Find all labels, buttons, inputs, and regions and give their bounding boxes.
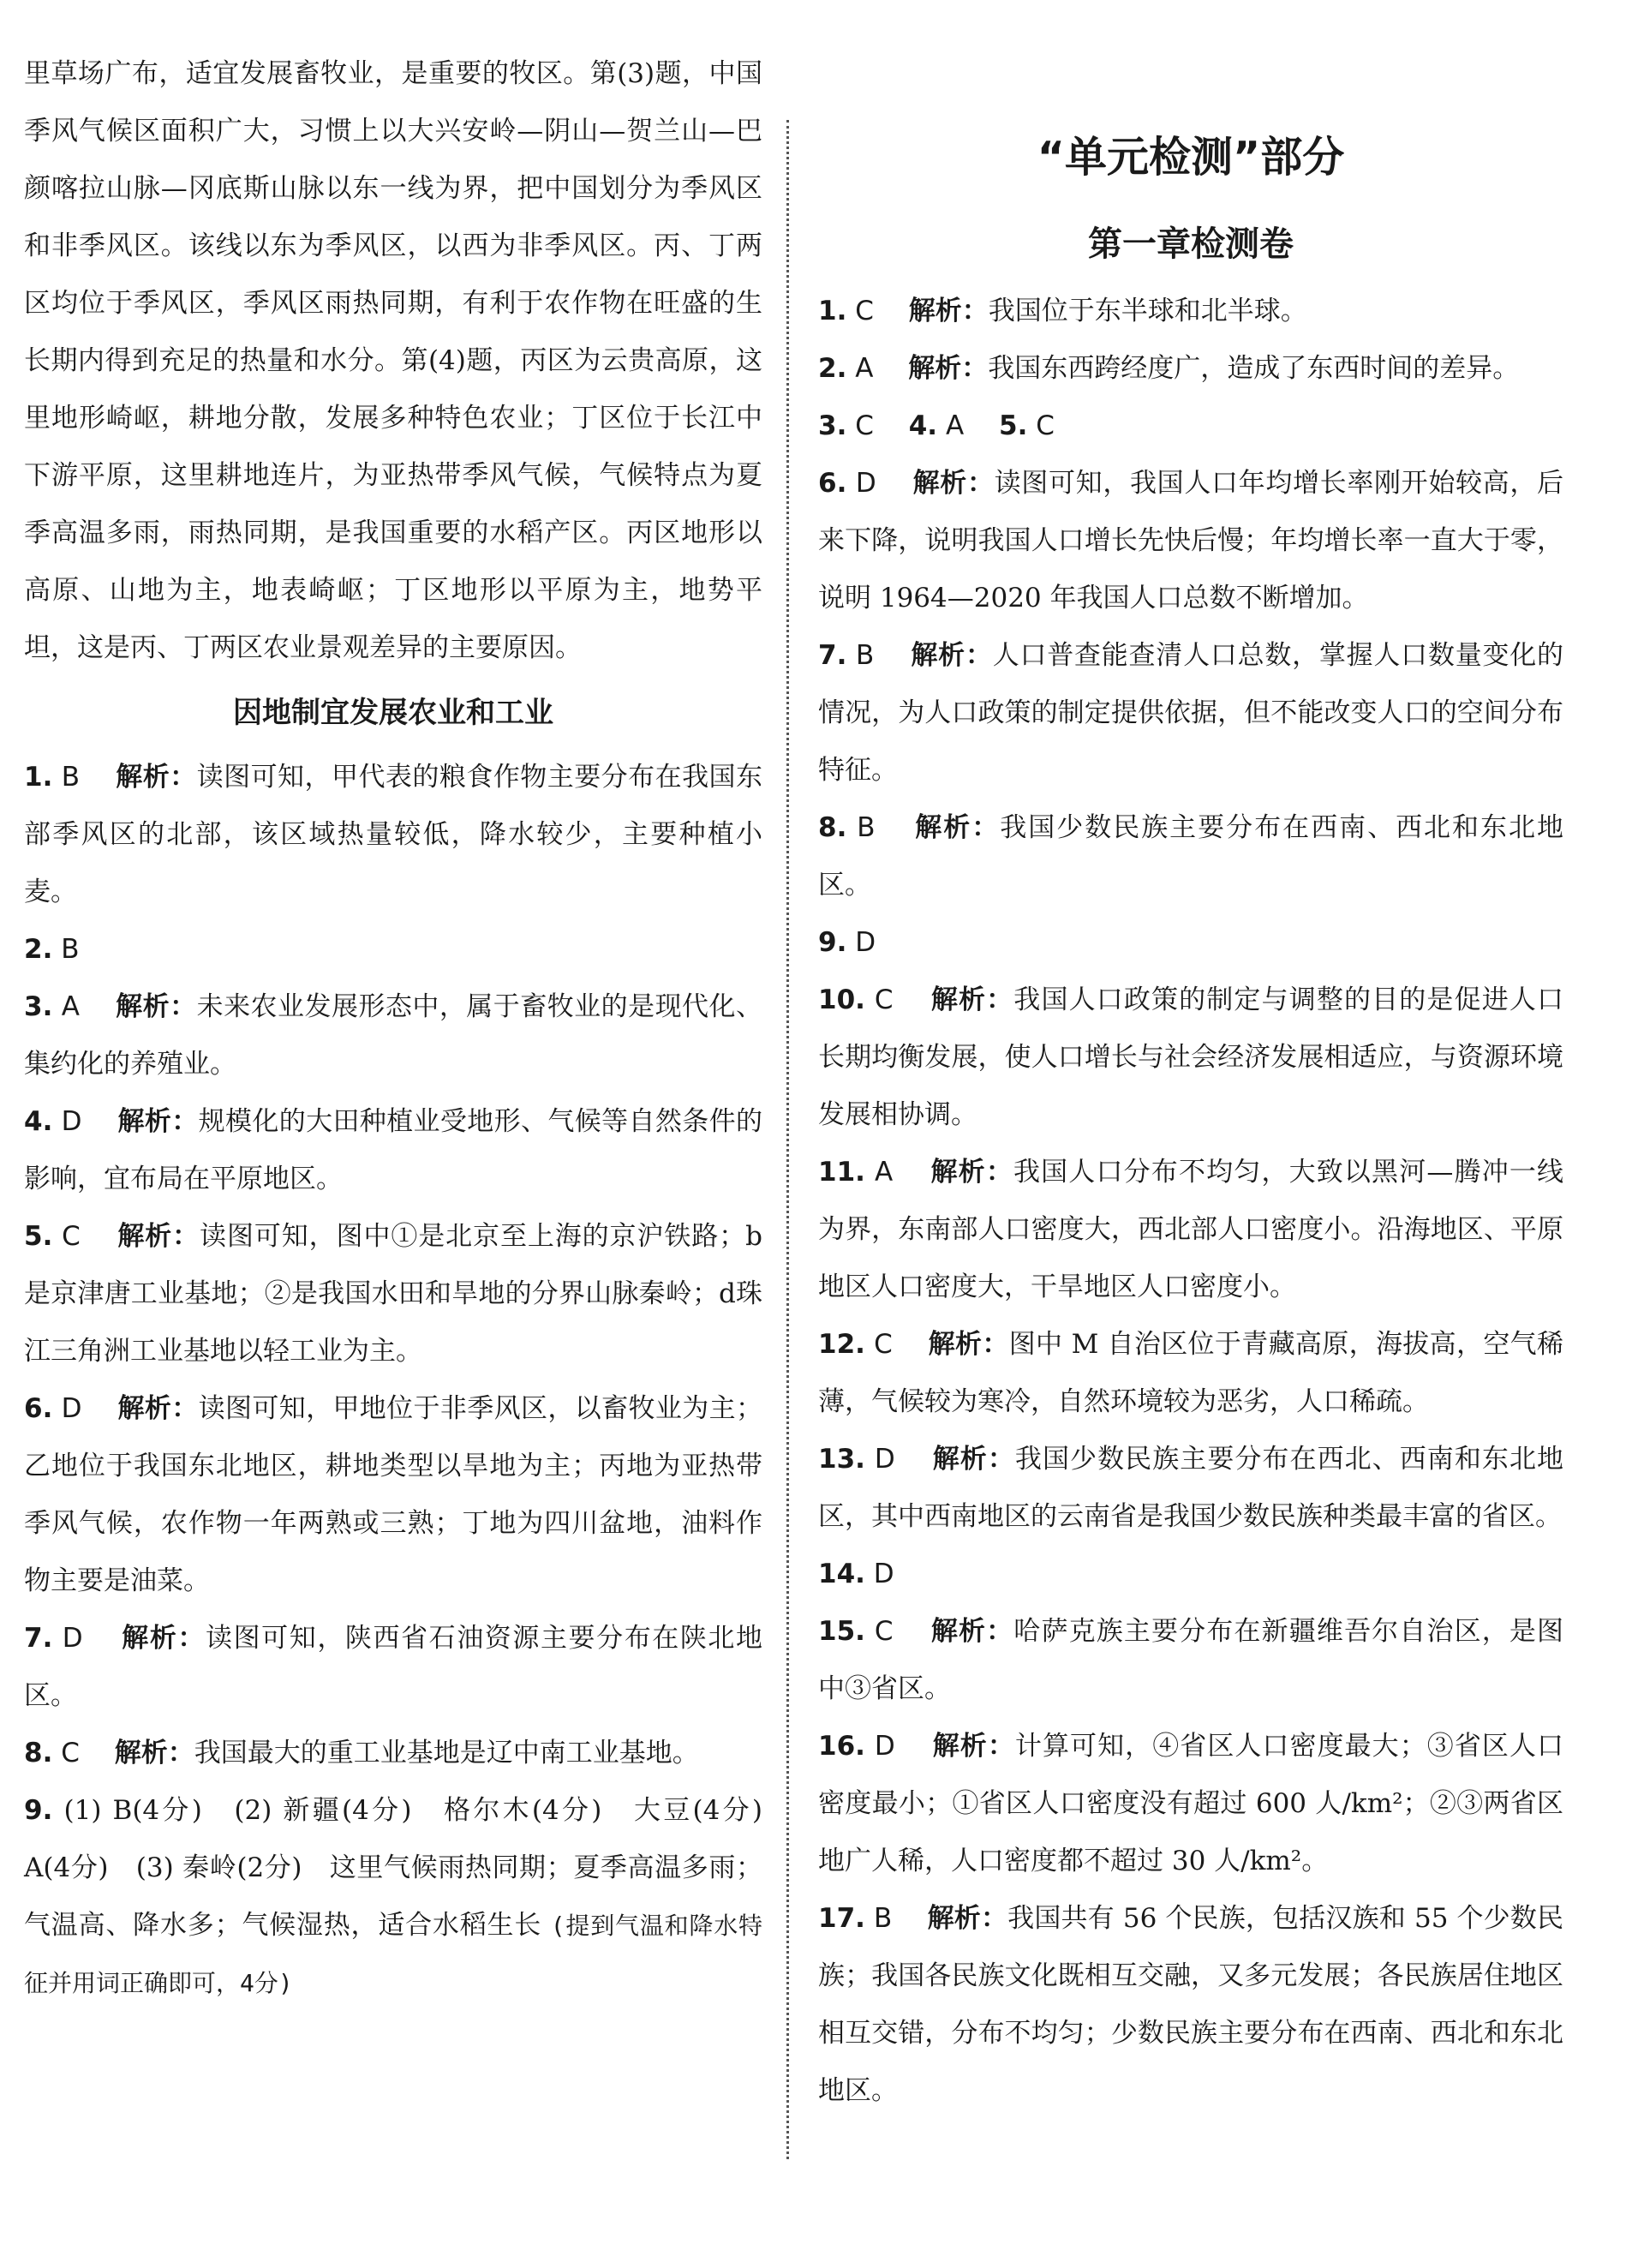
answer-choice: A: [874, 1157, 894, 1188]
answer-item: [818, 1890, 1563, 2120]
answer-item: [818, 627, 1563, 799]
analysis-label: 解析：: [911, 640, 993, 671]
analysis-text: 我国最大的重工业基地是辽中南工业基地。: [194, 1738, 699, 1768]
analysis-label: 解析：: [930, 1616, 1014, 1647]
analysis-label: 解析：: [114, 1738, 194, 1768]
item-number: 1.: [24, 762, 53, 793]
item-number: 9.: [818, 927, 847, 958]
answer-item: [818, 914, 1563, 972]
answer-item: [818, 455, 1563, 627]
answer-choice: D: [855, 468, 876, 499]
answer-item: [24, 1380, 762, 1610]
analysis-text: 哈萨克族主要分布在新疆维吾尔自治区，是图中③省区。: [818, 1616, 1564, 1704]
analysis-label: 解析：: [908, 296, 989, 326]
answer-item: [24, 1093, 762, 1208]
analysis-text: 我国人口分布不均匀，大致以黑河—腾冲一线为界，东南部人口密度大，西北部人口密度小。沿海地区、平原地区人口密度大，干旱地区人口密度小。: [818, 1157, 1564, 1302]
answer-choice: A: [61, 991, 80, 1022]
analysis-text: 我国位于东半球和北半球。: [988, 296, 1307, 326]
main-title: “单元检测”部分: [1037, 133, 1345, 182]
analysis-text: 计算可知，④省区人口密度最大；③省区人口密度最小；①省区人口密度没有超过 600 人/km²；②③两省区地广人稀，人口密度都不超过 30 人/km²。: [818, 1731, 1564, 1876]
answer-item: [24, 1610, 762, 1725]
answer-choice: D: [873, 1559, 894, 1589]
answer-item: [818, 340, 1563, 398]
analysis-text: 我国共有 56 个民族，包括汉族和 55 个少数民族；我国各民族文化既相互交融，又多元发展；各民族居住地区相互交错，分布不均匀；少数民族主要分布在西南、西北和东北地区。: [818, 1903, 1563, 2106]
item-number: 5.: [999, 410, 1028, 441]
answer-item: [818, 1316, 1563, 1431]
answer-choice: A: [945, 410, 965, 441]
analysis-text: 规模化的大田种植业受地形、气候等自然条件的影响，宜布局在平原地区。: [24, 1106, 763, 1194]
sub-title: 第一章检测卷: [1088, 224, 1294, 264]
answer-choice: C: [855, 296, 874, 326]
analysis-text: 读图可知，甲代表的粮食作物主要分布在我国东部季风区的北部，该区域热量较低，降水较少，主要种植小麦。: [24, 762, 763, 907]
analysis-text: 图中 M 自治区位于青藏高原，海拔高，空气稀薄，气候较为寒冷，自然环境较为恶劣，人口稀疏。: [818, 1329, 1564, 1417]
item-number: 10.: [818, 984, 865, 1015]
item-number: 5.: [24, 1221, 53, 1252]
answer-choice: C: [61, 1738, 80, 1768]
analysis-label: 解析：: [117, 1106, 199, 1137]
answer-choice: D: [62, 1623, 83, 1654]
answer-choice: D: [855, 927, 876, 958]
answer-item: [24, 1725, 762, 1782]
analysis-text: 我国人口政策的制定与调整的目的是促进人口长期均衡发展，使人口增长与社会经济发展相适应，与资源环境发展相协调。: [818, 984, 1564, 1130]
answer-item: [818, 1603, 1563, 1718]
answer-choice: C: [874, 1329, 893, 1360]
item-number: 2.: [818, 353, 847, 384]
answer-choice: B: [61, 762, 80, 793]
answer-item: [818, 283, 1563, 340]
analysis-label: 解析：: [932, 1444, 1015, 1475]
answer-item: [24, 749, 762, 921]
analysis-label: 解析：: [912, 468, 995, 499]
analysis-label: 解析：: [117, 1221, 200, 1252]
answer-choice: C: [874, 1616, 894, 1647]
answer-item-9: [24, 1782, 789, 2012]
analysis-text: 读图可知，我国人口年均增长率刚开始较高，后来下降，说明我国人口增长先快后慢；年均增长率一直大于零，说明 1964—2020 年我国人口总数不断增加。: [818, 468, 1564, 613]
item-number: 15.: [818, 1616, 865, 1647]
analysis-label: 解析：: [116, 991, 197, 1022]
answer-choice: B: [61, 934, 80, 965]
analysis-text: 读图可知，陕西省石油资源主要分布在陕北地区。: [24, 1623, 763, 1711]
analysis-text: 读图可知，图中①是北京至上海的京沪铁路；b是京津唐工业基地；②是我国水田和旱地的分界山脉秦岭；d珠江三角洲工业基地以轻工业为主。: [24, 1221, 763, 1367]
item-number: 6.: [24, 1393, 53, 1424]
answer-item: [818, 1431, 1563, 1546]
item-number: 11.: [818, 1157, 865, 1188]
continuation-paragraph: 里草场广布，适宜发展畜牧业，是重要的牧区。第(3)题，中国季风气候区面积广大，习惯上以大兴安岭—阴山—贺兰山—巴颜喀拉山脉—冈底斯山脉以东一线为界，把中国划分为季风区和非季风区。该线以东为季风区，以西为非季风区。丙、丁两区均位于季风区，季风区雨热同期，有利于农作物在旺盛的生长期内得到充足的热量和水分。第(4)题，丙区为云贵高原，这里地形崎岖，耕地分散，发展多种特色农业；丁区位于长江中下游平原，这里耕地连片，为亚热带季风气候，气候特点为夏季高温多雨，雨热同期，是我国重要的水稻产区。丙区地形以高原、山地为主，地表崎岖；丁区地形以平原为主，地势平坦，这是丙、丁两区农业景观差异的主要原因。: [24, 58, 762, 663]
scoring-note: (提到气温和降水特征并用词正确即可，4分): [24, 1912, 763, 1997]
item-number: 9.: [24, 1795, 53, 1826]
answer-choice: D: [61, 1106, 82, 1137]
analysis-text: 未来农业发展形态中，属于畜牧业的是现代化、集约化的养殖业。: [24, 991, 763, 1080]
answer-choice: C: [1036, 410, 1055, 441]
analysis-label: 解析：: [930, 1157, 1013, 1188]
item-number: 3.: [818, 410, 847, 441]
answer-choice: C: [874, 984, 894, 1015]
answer-item: [24, 921, 762, 978]
item-number: 1.: [818, 296, 847, 326]
right-column: [818, 101, 1563, 2120]
answer-item: [24, 978, 762, 1093]
analysis-text: 我国少数民族主要分布在西南、西北和东北地区。: [818, 812, 1564, 901]
analysis-label: 解析：: [908, 353, 989, 384]
item-number: 12.: [818, 1329, 865, 1360]
answer-choice: D: [874, 1444, 895, 1475]
answer-choice: D: [61, 1393, 82, 1424]
item-number: 8.: [818, 812, 847, 843]
answer-choice: B: [855, 640, 875, 671]
item-number: 13.: [818, 1444, 865, 1475]
analysis-label: 解析：: [932, 1731, 1015, 1762]
item-number: 17.: [818, 1903, 865, 1934]
analysis-label: 解析：: [915, 812, 1001, 843]
analysis-text: 我国少数民族主要分布在西北、西南和东北地区，其中西南地区的云南省是我国少数民族种类最丰富的省区。: [818, 1444, 1564, 1532]
answer-choice: B: [873, 1903, 893, 1934]
analysis-label: 解析：: [927, 1903, 1008, 1934]
answer-item: [818, 1546, 1563, 1603]
analysis-text: 人口普查能查清人口总数，掌握人口数量变化的情况，为人口政策的制定提供依据，但不能改变人口的空间分布特征。: [818, 640, 1564, 786]
answer-choice: C: [62, 1221, 81, 1252]
column-divider: [786, 120, 789, 2159]
answer-item: [24, 1208, 762, 1380]
answer-choice: A: [855, 353, 874, 384]
item-number: 3.: [24, 991, 53, 1022]
left-column: [24, 58, 789, 2012]
item-number: 8.: [24, 1738, 53, 1768]
analysis-label: 解析：: [122, 1623, 206, 1654]
analysis-text: 读图可知，甲地位于非季风区，以畜牧业为主；乙地位于我国东北地区，耕地类型以旱地为主；丙地为亚热带季风气候，农作物一年两熟或三熟；丁地为四川盆地，油料作物主要是油菜。: [24, 1393, 763, 1596]
answer-choice: B: [857, 812, 876, 843]
analysis-label: 解析：: [117, 1393, 199, 1424]
item-number: 6.: [818, 468, 847, 499]
item-number: 2.: [24, 934, 53, 965]
answer-item: [818, 799, 1563, 914]
answer-item-group: [818, 398, 1563, 455]
answer-choice: C: [855, 410, 874, 441]
analysis-text: 我国东西跨经度广，造成了东西时间的差异。: [988, 353, 1520, 384]
answer-item: [818, 1144, 1563, 1316]
analysis-label: 解析：: [930, 984, 1014, 1015]
analysis-label: 解析：: [928, 1329, 1009, 1360]
item-number: 7.: [818, 640, 847, 671]
item-number: 16.: [818, 1731, 865, 1762]
analysis-label: 解析：: [116, 762, 197, 793]
answer-item: [818, 1718, 1563, 1890]
item-number: 4.: [908, 410, 938, 441]
answer-text: (1) B(4分) (2) 新疆(4分) 格尔木(4分) 大豆(4分) A(4分) (3) 秦岭(2分) 这里气候雨热同期；夏季高温多雨；气温高、降水多；气候湿热，适合水稻生长: [24, 1795, 789, 1941]
item-number: 7.: [24, 1623, 53, 1654]
item-number: 4.: [24, 1106, 53, 1137]
item-number: 14.: [818, 1559, 865, 1589]
section-title: 因地制宜发展农业和工业: [233, 696, 553, 730]
answer-item: [818, 972, 1563, 1144]
answer-choice: D: [874, 1731, 895, 1762]
